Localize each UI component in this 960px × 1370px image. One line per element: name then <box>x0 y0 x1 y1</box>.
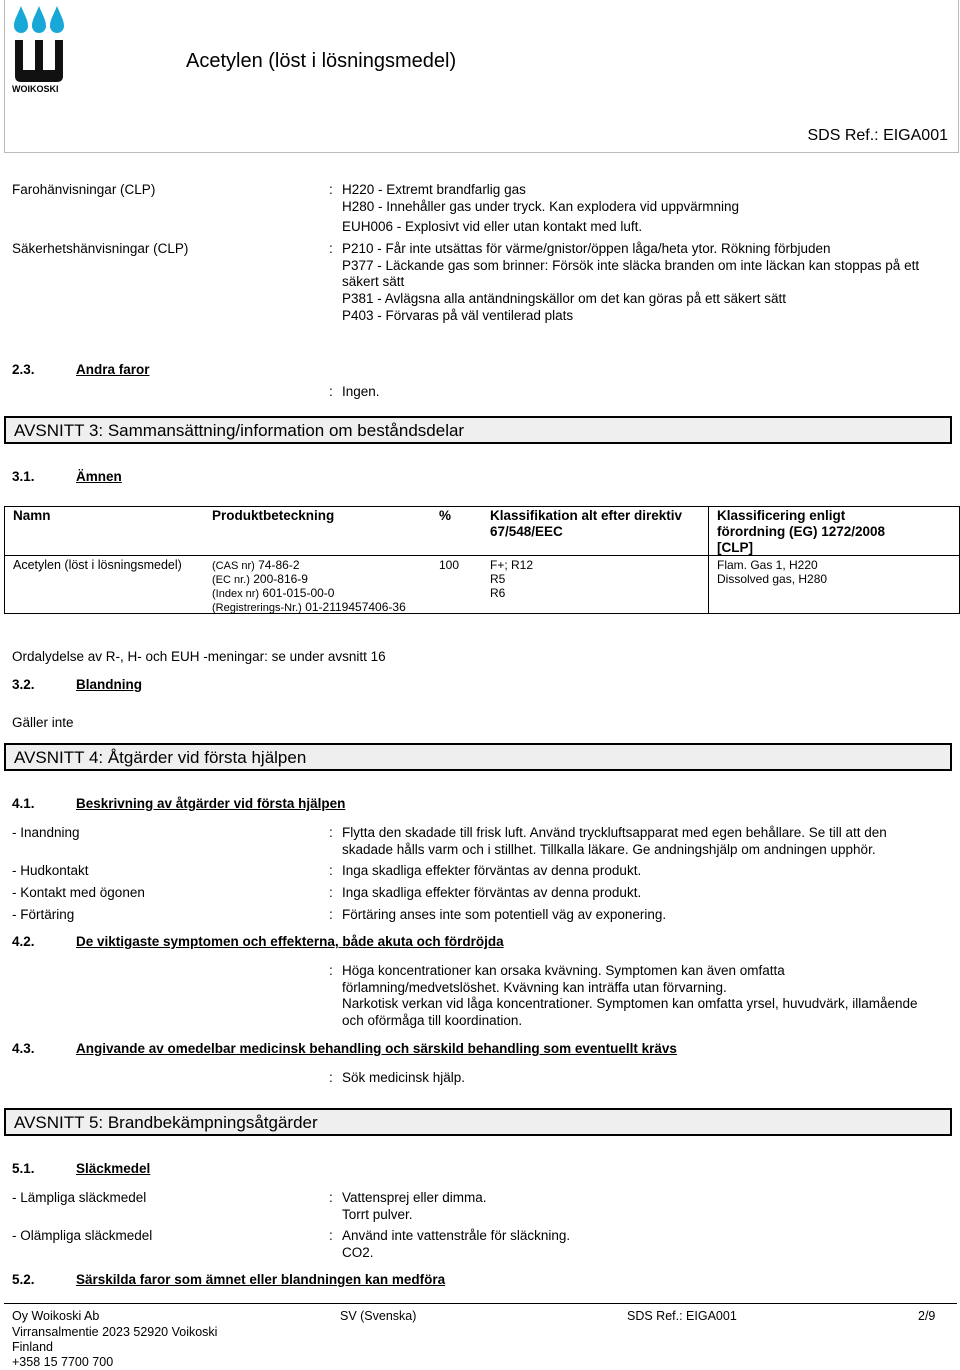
section-number: 2.3. <box>12 362 35 377</box>
suitable-media-text: Vattensprej eller dimma. <box>342 1190 487 1205</box>
eye-contact-text: Inga skadliga effekter förväntas av denna produkt. <box>342 885 642 900</box>
hazard-statement: H220 - Extremt brandfarlig gas <box>342 182 526 197</box>
section-heading: Särskilda faror som ämnet eller blandningen kan medföra <box>76 1272 446 1287</box>
section-5-header: AVSNITT 5: Brandbekämpningsåtgärder <box>4 1108 952 1136</box>
skin-contact-text: Inga skadliga effekter förväntas av denna produkt. <box>342 863 642 878</box>
hazard-statement: H280 - Innehåller gas under tryck. Kan explodera vid uppvärmning <box>342 199 739 214</box>
footer-language: SV (Svenska) <box>340 1309 417 1323</box>
section-heading: Blandning <box>76 677 142 692</box>
precautionary-statement: P377 - Läckande gas som brinner: Försök inte släcka branden om inte läckan kan stoppas på ett <box>342 258 920 273</box>
id-label: (CAS nr) <box>212 560 255 572</box>
id-line <box>212 558 300 572</box>
id-value: 74-86-2 <box>258 558 300 572</box>
inhalation-label: - Inandning <box>12 825 80 840</box>
clp-classification: Flam. Gas 1, H220 <box>717 558 818 572</box>
composition-table <box>4 506 960 614</box>
logo-text: WOIKOSKI <box>12 84 59 94</box>
precautionary-statement: säkert sätt <box>342 274 405 289</box>
footer-phone: +358 15 7700 700 <box>12 1355 114 1369</box>
document-title: Acetylen (löst i lösningsmedel) <box>186 50 457 72</box>
section-3-header: AVSNITT 3: Sammansättning/information om beståndsdelar <box>4 416 952 444</box>
footer-divider <box>4 1303 957 1304</box>
medical-treatment-text: Sök medicinsk hjälp. <box>342 1070 466 1085</box>
ingestion-label: - Förtäring <box>12 907 75 922</box>
precautionary-statement: P381 - Avlägsna alla antändningskällor om det kan göras på ett säkert sätt <box>342 291 787 306</box>
colon: : <box>329 1228 333 1243</box>
clp-classification: Dissolved gas, H280 <box>717 572 828 586</box>
suitable-media-label: - Lämpliga släckmedel <box>12 1190 147 1205</box>
section-number: 5.1. <box>12 1161 35 1176</box>
dsd-classification: R6 <box>490 586 506 600</box>
logo-graphic <box>12 4 66 96</box>
colon: : <box>329 1070 333 1085</box>
symptoms-text: och oförmåga till koordination. <box>342 1013 523 1028</box>
symptoms-text: Narkotisk verkan vid låga koncentrationer. Symptomen kan omfatta yrsel, huvudvärk, illamående <box>342 996 918 1011</box>
section-heading: Släckmedel <box>76 1161 151 1176</box>
section-heading: De viktigaste symptomen och effekterna, både akuta och fördröjda <box>76 934 504 949</box>
inhalation-text: Flytta den skadade till frisk luft. Använd tryckluftsapparat med egen behållare. Se till att den <box>342 825 887 840</box>
section-number: 4.2. <box>12 934 35 949</box>
col-header-product-id: Produktbeteckning <box>212 508 335 523</box>
section-number: 3.1. <box>12 469 35 484</box>
section-4-header: AVSNITT 4: Åtgärder vid första hjälpen <box>4 743 952 771</box>
section-heading: Ämnen <box>76 469 122 484</box>
percent-value: 100 <box>439 558 460 572</box>
section-number: 3.2. <box>12 677 35 692</box>
col-header-percent: % <box>439 508 452 523</box>
col-header-clp: Klassificering enligt förordning (EG) 1272/2008 [CLP] <box>717 508 886 555</box>
section-number: 4.1. <box>12 796 35 811</box>
id-value: 601-015-00-0 <box>262 586 335 600</box>
substance-name: Acetylen (löst i lösningsmedel) <box>13 558 182 572</box>
dsd-classification: R5 <box>490 572 506 586</box>
colon: : <box>329 1190 333 1205</box>
footer-country: Finland <box>12 1340 53 1354</box>
id-line <box>212 572 308 586</box>
id-value: 200-816-9 <box>253 572 308 586</box>
colon: : <box>329 907 333 922</box>
section-heading: Beskrivning av åtgärder vid första hjälpen <box>76 796 346 811</box>
colon: : <box>329 182 333 197</box>
company-logo <box>12 4 66 96</box>
id-value: 01-2119457406-36 <box>305 600 406 614</box>
hazard-statements-label: Farohänvisningar (CLP) <box>12 182 156 197</box>
col-divider <box>708 507 709 613</box>
id-line <box>212 586 334 600</box>
hazard-statement: EUH006 - Explosivt vid eller utan kontakt med luft. <box>342 219 643 234</box>
unsuitable-media-text: CO2. <box>342 1245 374 1260</box>
colon: : <box>329 963 333 978</box>
colon: : <box>329 863 333 878</box>
id-line <box>212 600 406 614</box>
unsuitable-media-label: - Olämpliga släckmedel <box>12 1228 153 1243</box>
skin-contact-label: - Hudkontakt <box>12 863 89 878</box>
id-label: (Registrerings-Nr.) <box>212 602 302 614</box>
precautionary-statement: P403 - Förvaras på väl ventilerad plats <box>342 308 574 323</box>
section-number: 4.3. <box>12 1041 35 1056</box>
colon: : <box>329 885 333 900</box>
suitable-media-text: Torrt pulver. <box>342 1207 413 1222</box>
dsd-classification: F+; R12 <box>490 558 534 572</box>
footer-sds-ref: SDS Ref.: EIGA001 <box>627 1309 737 1323</box>
ingestion-text: Förtäring anses inte som potentiell väg av exponering. <box>342 907 667 922</box>
section-heading: Angivande av omedelbar medicinsk behandling och särskild behandling som eventuellt krävs <box>76 1041 677 1056</box>
footer-address: Virransalmentie 2023 52920 Voikoski <box>12 1325 218 1339</box>
inhalation-text: skadade hålls varm och i stillhet. Tillkalla läkare. Ge andningshjälp om andningen upphör. <box>342 842 876 857</box>
footer-company: Oy Woikoski Ab <box>12 1309 100 1323</box>
colon: : <box>329 241 333 256</box>
other-hazards-value: Ingen. <box>342 384 380 399</box>
col-header-name: Namn <box>13 508 51 523</box>
wording-note: Ordalydelse av R-, H- och EUH -meningar: se under avsnitt 16 <box>12 649 386 664</box>
id-label: (EC nr.) <box>212 574 250 586</box>
sds-reference: SDS Ref.: EIGA001 <box>807 127 948 144</box>
col-header-dsd: Klassifikation alt efter direktiv 67/548/EEC <box>490 508 683 539</box>
id-label: (Index nr) <box>212 588 260 600</box>
precautionary-statement: P210 - Får inte utsättas för värme/gnistor/öppen låga/heta ytor. Rökning förbjuden <box>342 241 831 256</box>
eye-contact-label: - Kontakt med ögonen <box>12 885 145 900</box>
symptoms-text: förlamning/medvetslöshet. Kvävning kan inträffa utan förvarning. <box>342 980 727 995</box>
colon: : <box>329 825 333 840</box>
page-number: 2/9 <box>918 1309 936 1323</box>
mixture-value: Gäller inte <box>12 715 74 730</box>
symptoms-text: Höga koncentrationer kan orsaka kvävning. Symptomen kan även omfatta <box>342 963 785 978</box>
section-number: 5.2. <box>12 1272 35 1287</box>
colon: : <box>329 384 333 399</box>
precautionary-statements-label: Säkerhetshänvisningar (CLP) <box>12 241 189 256</box>
unsuitable-media-text: Använd inte vattenstråle för släckning. <box>342 1228 571 1243</box>
section-heading: Andra faror <box>76 362 150 377</box>
